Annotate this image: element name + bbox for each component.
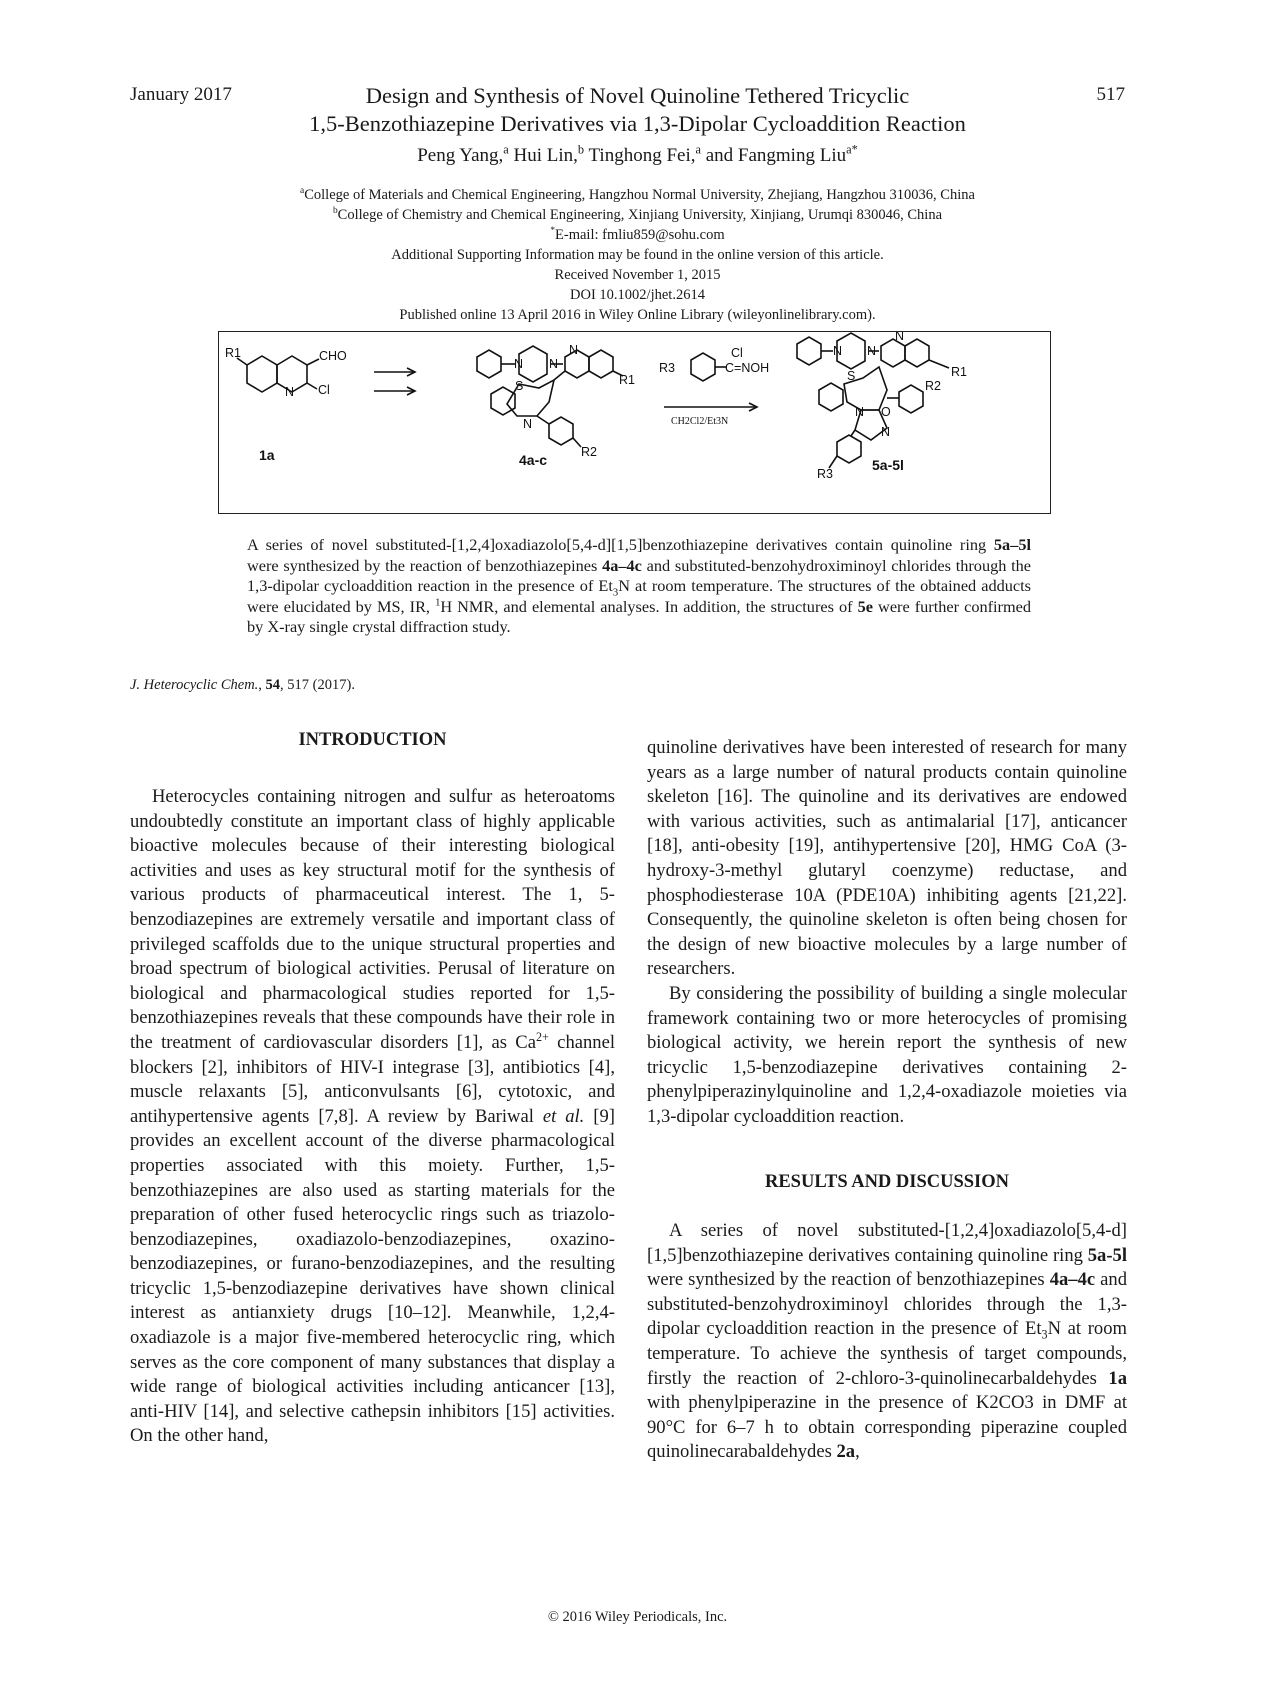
author-name: Hui Lin, [508,145,578,166]
affiliation-b [0,205,1275,225]
author-affil-mark: a [503,142,509,157]
n-label: N [523,417,533,431]
paragraph-text: Heterocycles containing nitrogen and sulfur as heteroatoms undoubtedly constitute an important class of highly applicable bioactive molecules because of their interesting biological activities and uses as key structural motif for the synthesis of various products of pharmaceutical interest. The 1, 5-benzodiazepines are extremely versatile and important class of privileged scaffolds due to the unique structural properties and broad spectrum of biological activities. Perusal of literature on biological and pharmacological studies reported for 1,5-benzothiazepines reveals that these compounds have their role in the treatment of cardiovascular disorders [1], as Ca [130,786,615,1053]
phenyl-ring-5 [797,337,821,365]
reagent-label: CH2Cl2/Et3N [671,416,729,427]
email-line [0,225,1275,245]
cl-label-1a: Cl [318,383,330,397]
s-label-5: S [847,369,856,383]
affil-mark: b [332,206,338,217]
author-name: Tinghong Fei, [584,145,696,166]
cho-bond [307,359,319,365]
compound-label-1a: 1a [259,447,275,463]
superscript: 2+ [535,1029,549,1044]
affil-text: College of Materials and Chemical Engineering, Hangzhou Normal University, Zhejiang, Hangzhou 310036, China [304,187,975,203]
n-label: N [855,405,865,419]
n-label: N [895,332,905,343]
received-date: Received November 1, 2015 [554,267,721,283]
paragraph-text: channel blockers [2], inhibitors of HIV-I integrase [3], antibiotics [4], muscle relaxants [5], anticonvulsants [6], cytotoxic, and antihypertensive agents [7,8]. A review by Bariwal [130,1031,616,1127]
reaction-scheme [218,331,1051,514]
journal-name: J. Heterocyclic Chem. [130,677,259,693]
benzo-ring-5 [905,339,929,367]
paragraph-text: were synthesized by the reaction of benzothiazepines [647,1269,1050,1291]
results-column [647,1219,1127,1465]
paragraph: quinoline derivatives have been interested of research for many years as a large number of natural products contain quinoline skeleton [16]. The quinoline and its derivatives are endowed with various activities, such as antimalarial [17], anticancer [18], anti-obesity [19], antihypertensive [20], HMG CoA (3-hydroxy-3-methyl glutaryl coenzyme) reductase, and phosphodiesterase 10A (PDE10A) inhibiting agents [21,22]. Consequently, the quinoline skeleton is often being chosen for the design of new bioactive molecules by a large number of researchers. [647,737,1127,980]
abstract-text: were synthesized by the reaction of benzothiazepines [247,555,603,575]
email-text: E-mail: fmliu859@sohu.com [555,227,725,243]
affil-mark: * [550,226,556,237]
r1-label-5: R1 [951,365,967,379]
title-line-2: 1,5-Benzothiazepine Derivatives via 1,3-Dipolar Cycloaddition Reaction [309,111,966,136]
aryl-ring-4 [549,417,573,445]
n-label: N [867,344,877,358]
n-label-1a: N [285,385,295,399]
compound-ref: 4a–4c [602,555,642,575]
paragraph-text: with phenylpiperazine in the presence of K2CO3 in DMF at 90°C for 6–7 h to obtain corresponding piperazine coupled quinolinecarabaldehydes [647,1392,1127,1463]
paragraph-text: N at room temperature. To achieve the synthesis of target compounds, firstly the reaction of 2-chloro-3-quinolinecarbaldehydes [647,1318,1127,1389]
aryl-ring-r3 [837,435,861,463]
aryl-ring-reagent [691,353,715,381]
cl-bond [307,383,317,389]
abstract-text: were further confirmed by X-ray single crystal diffraction study. [247,596,1032,637]
r1-label-1a: R1 [225,346,241,360]
author-affil-mark: a* [846,142,858,157]
affiliation-a [0,185,1275,205]
doi: DOI 10.1002/jhet.2614 [570,287,705,303]
paragraph-text: A series of novel substituted-[1,2,4]oxadiazolo[5,4-d][1,5]benzothiazepine derivatives containing quinoline ring [647,1220,1127,1266]
n-label: N [569,343,579,357]
results-paragraph [647,1219,1127,1465]
citation-pages: , 517 (2017). [280,677,355,693]
r3-label-reagent: R3 [659,361,675,375]
italic-text: et al. [542,1105,585,1127]
left-column [130,785,615,1449]
author-name: and Fangming Liu [700,145,847,166]
benzo-ring-thiazepine [491,387,515,415]
superscript: 1 [435,597,441,609]
right-column-top [647,736,1127,1130]
aryl-ring-r2 [899,385,923,413]
author-affil-mark: b [577,142,585,157]
author-affil-mark: a [695,142,701,157]
compound-ref: 2a [836,1441,856,1463]
paragraph-text: and substituted-benzohydroximinoyl chlorides through the 1,3-dipolar cycloaddition reaction in the presence of Et [647,1269,1128,1340]
author-list [0,142,1275,167]
phenyl-ring [477,350,501,378]
author-name: Peng Yang, [417,145,504,166]
affil-mark: a [300,186,305,197]
page-number: 517 [1096,84,1125,105]
benzo-ring-4 [589,350,613,378]
cl-label-reagent: Cl [731,346,743,360]
compound-ref: 5a–5l [993,535,1031,554]
journal-volume: 54 [265,677,281,693]
compound-ref: 5e [857,596,873,616]
compound-label-4ac: 4a-c [519,452,548,468]
n-label: N [514,357,524,371]
paragraph: By considering the possibility of building a single molecular framework containing two or more heterocycles of promising biological activity, we herein report the synthesis of new tricyclic 1,5-benzodiazepine derivatives containing 2-phenylpiperazinylquinoline and 1,2,4-oxadiazole moieties via 1,3-dipolar cycloaddition reaction. [647,982,1127,1127]
citation-sep: , [258,677,266,693]
scheme-drawing [219,332,1052,515]
abstract-text: and substituted-benzohydroximinoyl chlorides through the 1,3-dipolar cycloaddition reaction in the presence of Et [247,555,1032,596]
heading-results: RESULTS AND DISCUSSION [764,1172,1010,1192]
heading-introduction: INTRODUCTION [298,730,447,750]
noh-label: C=NOH [725,361,770,375]
abstract [247,535,1031,638]
r3-label-5: R3 [817,467,833,481]
cho-label: CHO [319,349,347,363]
compound-ref: 4a–4c [1049,1269,1096,1291]
intro-paragraph [130,785,615,1449]
abstract-text: A series of novel substituted-[1,2,4]oxadiazolo[5,4-d][1,5]benzothiazepine derivatives contain quinoline ring [247,535,994,554]
paragraph-text: , [855,1441,860,1463]
r2-label-5: R2 [925,379,941,393]
abstract-text: H NMR, and elemental analyses. In addition, the structures of [440,596,858,616]
copyright-footer: © 2016 Wiley Periodicals, Inc. [547,1609,728,1625]
r1-label-4: R1 [619,373,635,387]
n-label: N [833,344,843,358]
n-label: N [549,357,559,371]
subscript: 3 [612,587,619,599]
published-online: Published online 13 April 2016 in Wiley Online Library (wileyonlinelibrary.com). [399,307,876,323]
journal-citation [130,677,355,694]
o-label: O [881,405,891,419]
issue-date: January 2017 [130,84,232,105]
supporting-info: Additional Supporting Information may be found in the online version of this article. [391,247,884,263]
abstract-text: N at room temperature. The structures of the obtained adducts were elucidated by MS, IR, [247,576,1031,616]
benzo-ring-thiazepine-5 [819,383,843,411]
r2-label-4: R2 [581,445,597,459]
paragraph-text: [9] provides an excellent account of the diverse pharmacological properties associated with this moiety. Further, 1,5-benzothiazepines are also used as starting materials for the preparation of other fused heterocyclic rings such as triazolo-benzodiazepines, oxadiazolo-benzodiazepines, oxazino-benzodiazepines, or furano-benzodiazepines, and the resulting tricyclic 1,5-benzodiazepine derivatives have shown clinical interest as antianxiety drugs [10–12]. Meanwhile, 1,2,4-oxadiazole is a major five-membered heterocyclic ring, which serves as the core component of many substances that display a wide range of biological activities including anticancer [13], anti-HIV [14], and selective cathepsin inhibitors [15] activities. On the other hand, [130,1105,615,1447]
compound-ref: 1a [1108,1367,1127,1389]
affil-text: College of Chemistry and Chemical Engineering, Xinjiang University, Xinjiang, Urumqi 830046, China [337,207,943,223]
benzo-ring [247,356,277,392]
pyridine-ring-5 [881,339,905,367]
title-line-1: Design and Synthesis of Novel Quinoline Tethered Tricyclic [365,83,910,108]
compound-ref: 5a-5l [1087,1244,1127,1266]
n-label: N [881,425,891,439]
piperazine-ring [519,346,547,382]
subscript: 3 [1041,1328,1048,1343]
compound-label-5a5l: 5a-5l [872,457,904,473]
s-label-4: S [515,379,524,393]
